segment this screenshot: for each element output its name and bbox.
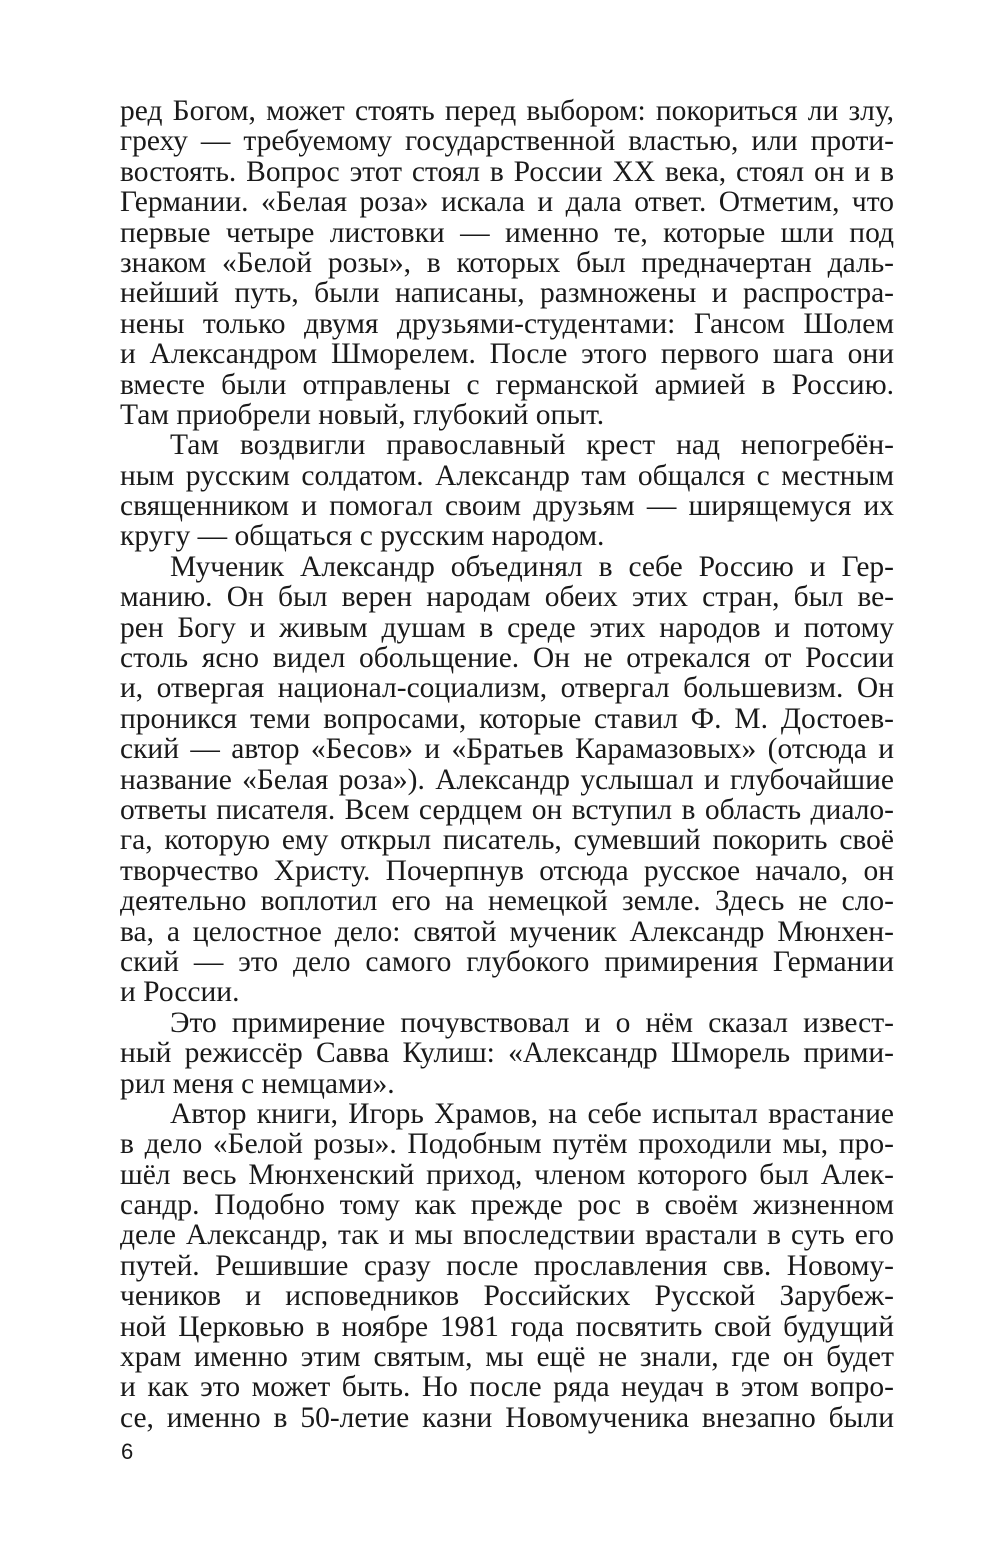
text-line: путей. Решившие сразу после прославления свв. Новому- [120,1249,894,1282]
text-line: и, отвергая национал-социализм, отвергал большевизм. Он [120,672,894,705]
text-line: манию. Он был верен народам обеих этих стран, был ве- [120,581,894,614]
text-line: рен Богу и живым душам в среде этих народов и потому [120,611,894,644]
text-line: вместе были отправлены с германской армией в Россию. [120,368,894,401]
text-line: ный режиссёр Савва Кулиш: «Александр Шморель прими- [120,1037,894,1070]
text-line: ский — это дело самого глубокого примирения Германии [120,945,894,978]
paragraph [120,96,894,430]
text-line: Автор книги, Игорь Храмов, на себе испытал врастание [170,1097,894,1130]
text-line: се, именно в 50-летие казни Новомученика внезапно были [120,1401,894,1434]
text-line: ответы писателя. Всем сердцем он вступил в область диало- [120,793,894,826]
text-line: деле Александр, так и мы впоследствии врастали в суть его [120,1219,894,1252]
text-line: греху — требуемому государственной властью, или проти- [120,125,894,158]
text-line: ред Богом, может стоять перед выбором: покориться ли злу, [120,95,894,127]
text-line: творчество Христу. Почерпнув отсюда русское начало, он [120,854,894,887]
text-line: чеников и исповедников Российских Русской Зарубеж- [120,1280,894,1313]
paragraph [120,552,894,1008]
body-text [120,96,894,1433]
text-line: шёл весь Мюнхенский приход, членом которого был Алек- [120,1158,894,1191]
page-number: 6 [121,1439,134,1464]
text-line: сандр. Подобно тому как прежде рос в своём жизненном [120,1189,894,1222]
text-line: знаком «Белой розы», в которых был предначертан даль- [120,246,894,279]
text-line: нейший путь, были написаны, размножены и распростра- [120,277,894,310]
text-line: проникся теми вопросами, которые ставил Ф. М. Достоев- [120,702,894,735]
text-line: название «Белая роза»). Александр услышал и глубочайшие [120,763,894,796]
text-line: и как это может быть. Но после ряда неудач в этом вопро- [120,1371,894,1404]
text-line: Мученик Александр объединял в себе Россию и Гер- [170,550,894,583]
paragraph [120,1008,894,1099]
text-line: первые четыре листовки — именно те, которые шли под [120,216,894,249]
text-line: в дело «Белой розы». Подобным путём проходили мы, про- [120,1128,894,1161]
text-line: ский — автор «Бесов» и «Братьев Карамазовых» (отсюда и [120,733,894,766]
text-line: и России. [120,976,240,1009]
text-line: га, которую ему открыл писатель, сумевший покорить своё [120,824,894,857]
text-line: столь ясно видел обольщение. Он не отрекался от России [120,642,894,675]
text-line: Это примирение почувствовал и о нём сказал извест- [170,1006,894,1039]
paragraph [120,430,894,552]
text-line: священником и помогал своим друзьям — ширящемуся их [120,490,894,523]
text-line: и Александром Шморелем. После этого первого шага они [120,338,894,371]
text-line: рил меня с немцами». [120,1067,395,1100]
text-line: ной Церковью в ноябре 1981 года посвятить свой будущий [120,1310,894,1343]
text-line: ным русским солдатом. Александр там общался с местным [120,459,894,492]
text-line: востоять. Вопрос этот стоял в России XX века, стоял он и в [120,155,894,188]
text-line: деятельно воплотил его на немецкой земле. Здесь не сло- [120,885,894,918]
text-line: нены только двумя друзьями-студентами: Гансом Шолем [120,307,894,340]
text-line: Там воздвигли православный крест над непогребён- [170,429,894,462]
text-line: кругу — общаться с русским народом. [120,520,605,553]
text-line: ва, а целостное дело: святой мученик Александр Мюнхен- [120,915,894,948]
text-line: Германии. «Белая роза» искала и дала ответ. Отметим, что [120,186,894,219]
text-line: Там приобрели новый, глубокий опыт. [120,398,605,431]
paragraph [120,1099,894,1433]
text-line: храм именно этим святым, мы ещё не знали, где он будет [120,1341,894,1374]
